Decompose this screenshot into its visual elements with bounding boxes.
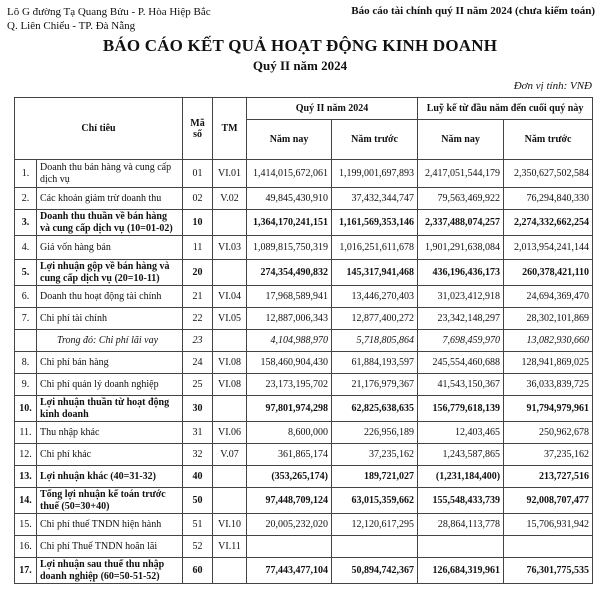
table-row bbox=[15, 352, 593, 374]
quarter-this-year-value: 17,968,589,941 bbox=[247, 286, 332, 308]
table-row bbox=[15, 374, 593, 396]
ytd-last-year-value: 13,082,930,660 bbox=[504, 330, 593, 352]
row-note bbox=[213, 488, 247, 514]
quarter-last-year-value: 1,161,569,353,146 bbox=[332, 210, 418, 236]
row-label: Doanh thu bán hàng và cung cấp dịch vụ bbox=[37, 160, 183, 188]
ytd-last-year-value: 91,794,979,961 bbox=[504, 396, 593, 422]
quarter-last-year-value: 12,120,617,295 bbox=[332, 514, 418, 536]
report-title: BÁO CÁO KẾT QUẢ HOẠT ĐỘNG KINH DOANH bbox=[102, 36, 498, 55]
quarter-last-year-value: 145,317,941,468 bbox=[332, 260, 418, 286]
row-note: V.02 bbox=[213, 188, 247, 210]
row-note bbox=[213, 260, 247, 286]
row-note: VI.08 bbox=[213, 374, 247, 396]
quarter-last-year-value bbox=[332, 536, 418, 558]
quarter-this-year-value: (353,265,174) bbox=[247, 466, 332, 488]
ytd-this-year-value: 436,196,436,173 bbox=[418, 260, 504, 286]
header-ytd-group: Luỹ kế từ đầu năm đến cuối quý này bbox=[418, 98, 593, 120]
row-note bbox=[213, 558, 247, 584]
row-code: 21 bbox=[183, 286, 213, 308]
row-code: 40 bbox=[183, 466, 213, 488]
ytd-last-year-value: 76,301,775,535 bbox=[504, 558, 593, 584]
row-code: 11 bbox=[183, 236, 213, 260]
row-note: VI.06 bbox=[213, 422, 247, 444]
quarter-this-year-value: 361,865,174 bbox=[247, 444, 332, 466]
ytd-this-year-value: 79,563,469,922 bbox=[418, 188, 504, 210]
address-line-1: Lô G đường Tạ Quang Bửu - P. Hòa Hiệp Bắc bbox=[7, 6, 211, 18]
table-row bbox=[15, 396, 593, 422]
ytd-last-year-value: 213,727,516 bbox=[504, 466, 593, 488]
table-row bbox=[15, 514, 593, 536]
row-code: 01 bbox=[183, 160, 213, 188]
row-label: Chi phí khác bbox=[37, 444, 183, 466]
row-code: 50 bbox=[183, 488, 213, 514]
ytd-this-year-value: 2,337,488,074,257 bbox=[418, 210, 504, 236]
row-number: 5. bbox=[15, 260, 37, 286]
quarter-last-year-value: 37,432,344,747 bbox=[332, 188, 418, 210]
ytd-last-year-value: 2,013,954,241,144 bbox=[504, 236, 593, 260]
row-note: VI.11 bbox=[213, 536, 247, 558]
row-label: Chi phí tài chính bbox=[37, 308, 183, 330]
row-label: Tổng lợi nhuận kế toán trước thuế (50=30+40) bbox=[37, 488, 183, 514]
row-number: 6. bbox=[15, 286, 37, 308]
table-row bbox=[15, 422, 593, 444]
table-row bbox=[15, 188, 593, 210]
quarter-this-year-value: 8,600,000 bbox=[247, 422, 332, 444]
header-ma-so: Mã số bbox=[183, 98, 213, 160]
quarter-this-year-value bbox=[247, 536, 332, 558]
table-row bbox=[15, 286, 593, 308]
table-row bbox=[15, 260, 593, 286]
ytd-last-year-value: 76,294,840,330 bbox=[504, 188, 593, 210]
ytd-this-year-value: 7,698,459,970 bbox=[418, 330, 504, 352]
row-note: VI.01 bbox=[213, 160, 247, 188]
row-code: 31 bbox=[183, 422, 213, 444]
row-number: 9. bbox=[15, 374, 37, 396]
row-label: Chi phí bán hàng bbox=[37, 352, 183, 374]
ytd-this-year-value: 12,403,465 bbox=[418, 422, 504, 444]
quarter-this-year-value: 274,354,490,832 bbox=[247, 260, 332, 286]
ytd-this-year-value: 2,417,051,544,179 bbox=[418, 160, 504, 188]
header-quarter-group: Quý II năm 2024 bbox=[247, 98, 418, 120]
quarter-this-year-value: 49,845,430,910 bbox=[247, 188, 332, 210]
quarter-last-year-value: 61,884,193,597 bbox=[332, 352, 418, 374]
header-tm: TM bbox=[213, 98, 247, 160]
table-row bbox=[15, 308, 593, 330]
quarter-last-year-value: 1,016,251,611,678 bbox=[332, 236, 418, 260]
row-note: VI.08 bbox=[213, 352, 247, 374]
row-label: Lợi nhuận sau thuế thu nhập doanh nghiệp (60=50-51-52) bbox=[37, 558, 183, 584]
quarter-last-year-value: 1,199,001,697,893 bbox=[332, 160, 418, 188]
row-number: 11. bbox=[15, 422, 37, 444]
row-note bbox=[213, 466, 247, 488]
quarter-this-year-value: 97,448,709,124 bbox=[247, 488, 332, 514]
table-row bbox=[15, 236, 593, 260]
table-row bbox=[15, 444, 593, 466]
row-code: 51 bbox=[183, 514, 213, 536]
row-number: 4. bbox=[15, 236, 37, 260]
row-number: 17. bbox=[15, 558, 37, 584]
row-note: VI.10 bbox=[213, 514, 247, 536]
ytd-last-year-value: 2,350,627,502,584 bbox=[504, 160, 593, 188]
row-code: 10 bbox=[183, 210, 213, 236]
ytd-this-year-value: 28,864,113,778 bbox=[418, 514, 504, 536]
quarter-this-year-value: 20,005,232,020 bbox=[247, 514, 332, 536]
row-code: 25 bbox=[183, 374, 213, 396]
row-label: Trong đó: Chi phí lãi vay bbox=[37, 330, 183, 352]
row-code: 02 bbox=[183, 188, 213, 210]
quarter-this-year-value: 1,414,015,672,061 bbox=[247, 160, 332, 188]
ytd-last-year-value: 24,694,369,470 bbox=[504, 286, 593, 308]
quarter-this-year-value: 158,460,904,430 bbox=[247, 352, 332, 374]
row-number: 16. bbox=[15, 536, 37, 558]
row-label: Chi phí Thuế TNDN hoãn lãi bbox=[37, 536, 183, 558]
table-row bbox=[15, 210, 593, 236]
ytd-last-year-value: 260,378,421,110 bbox=[504, 260, 593, 286]
row-number: 12. bbox=[15, 444, 37, 466]
row-label: Các khoản giảm trừ doanh thu bbox=[37, 188, 183, 210]
table-header-row-1 bbox=[15, 98, 593, 120]
row-note bbox=[213, 396, 247, 422]
table-row bbox=[15, 558, 593, 584]
row-code: 32 bbox=[183, 444, 213, 466]
header-quarter-this-year: Năm nay bbox=[247, 120, 332, 160]
income-statement-table bbox=[14, 97, 593, 584]
quarter-last-year-value: 62,825,638,635 bbox=[332, 396, 418, 422]
row-note: VI.03 bbox=[213, 236, 247, 260]
quarter-last-year-value: 37,235,162 bbox=[332, 444, 418, 466]
row-note: V.07 bbox=[213, 444, 247, 466]
currency-unit: Đơn vị tính: VNĐ bbox=[513, 80, 592, 92]
quarter-last-year-value: 63,015,359,662 bbox=[332, 488, 418, 514]
table-row bbox=[15, 536, 593, 558]
ytd-last-year-value: 92,008,707,477 bbox=[504, 488, 593, 514]
table-row bbox=[15, 160, 593, 188]
quarter-last-year-value: 12,877,400,272 bbox=[332, 308, 418, 330]
ytd-this-year-value: 155,548,433,739 bbox=[418, 488, 504, 514]
quarter-last-year-value: 226,956,189 bbox=[332, 422, 418, 444]
header-chi-tieu: Chỉ tiêu bbox=[15, 98, 183, 160]
report-subtitle: Quý II năm 2024 bbox=[252, 58, 348, 73]
ytd-this-year-value: 1,901,291,638,084 bbox=[418, 236, 504, 260]
header-ytd-last-year: Năm trước bbox=[504, 120, 593, 160]
row-number: 1. bbox=[15, 160, 37, 188]
header-ytd-this-year: Năm nay bbox=[418, 120, 504, 160]
row-label: Lợi nhuận khác (40=31-32) bbox=[37, 466, 183, 488]
quarter-last-year-value: 21,176,979,367 bbox=[332, 374, 418, 396]
quarter-this-year-value: 1,364,170,241,151 bbox=[247, 210, 332, 236]
row-label: Chi phí thuế TNDN hiện hành bbox=[37, 514, 183, 536]
row-number: 8. bbox=[15, 352, 37, 374]
quarter-this-year-value: 4,104,988,970 bbox=[247, 330, 332, 352]
ytd-this-year-value: 23,342,148,297 bbox=[418, 308, 504, 330]
ytd-last-year-value: 28,302,101,869 bbox=[504, 308, 593, 330]
ytd-this-year-value: (1,231,184,400) bbox=[418, 466, 504, 488]
report-name: Báo cáo tài chính quý II năm 2024 (chưa kiểm toán) bbox=[351, 5, 595, 17]
row-number: 14. bbox=[15, 488, 37, 514]
address-line-2: Q. Liên Chiểu - TP. Đà Nẵng bbox=[7, 20, 136, 32]
ytd-this-year-value: 126,684,319,961 bbox=[418, 558, 504, 584]
row-code: 52 bbox=[183, 536, 213, 558]
ytd-last-year-value: 128,941,869,025 bbox=[504, 352, 593, 374]
row-code: 20 bbox=[183, 260, 213, 286]
row-number bbox=[15, 330, 37, 352]
table-body bbox=[15, 160, 593, 584]
ytd-last-year-value: 36,033,839,725 bbox=[504, 374, 593, 396]
ytd-last-year-value: 250,962,678 bbox=[504, 422, 593, 444]
row-number: 13. bbox=[15, 466, 37, 488]
quarter-last-year-value: 189,721,027 bbox=[332, 466, 418, 488]
row-note bbox=[213, 330, 247, 352]
row-note bbox=[213, 210, 247, 236]
ytd-this-year-value: 1,243,587,865 bbox=[418, 444, 504, 466]
quarter-last-year-value: 13,446,270,403 bbox=[332, 286, 418, 308]
row-label: Thu nhập khác bbox=[37, 422, 183, 444]
row-label: Giá vốn hàng bán bbox=[37, 236, 183, 260]
row-label: Lợi nhuận gộp về bán hàng và cung cấp dịch vụ (20=10-11) bbox=[37, 260, 183, 286]
row-code: 60 bbox=[183, 558, 213, 584]
row-number: 15. bbox=[15, 514, 37, 536]
row-label: Lợi nhuận thuần từ hoạt động kinh doanh bbox=[37, 396, 183, 422]
row-number: 2. bbox=[15, 188, 37, 210]
quarter-last-year-value: 50,894,742,367 bbox=[332, 558, 418, 584]
row-code: 30 bbox=[183, 396, 213, 422]
table-row bbox=[15, 330, 593, 352]
row-code: 22 bbox=[183, 308, 213, 330]
row-note: VI.04 bbox=[213, 286, 247, 308]
ytd-last-year-value: 15,706,931,942 bbox=[504, 514, 593, 536]
ytd-this-year-value: 41,543,150,367 bbox=[418, 374, 504, 396]
ytd-last-year-value: 37,235,162 bbox=[504, 444, 593, 466]
ytd-this-year-value: 31,023,412,918 bbox=[418, 286, 504, 308]
quarter-this-year-value: 77,443,477,104 bbox=[247, 558, 332, 584]
ytd-this-year-value bbox=[418, 536, 504, 558]
row-note: VI.05 bbox=[213, 308, 247, 330]
row-number: 7. bbox=[15, 308, 37, 330]
row-label: Doanh thu thuần về bán hàng và cung cấp dịch vụ (10=01-02) bbox=[37, 210, 183, 236]
quarter-this-year-value: 12,887,006,343 bbox=[247, 308, 332, 330]
ytd-this-year-value: 156,779,618,139 bbox=[418, 396, 504, 422]
company-address bbox=[7, 5, 211, 33]
quarter-this-year-value: 97,801,974,298 bbox=[247, 396, 332, 422]
quarter-last-year-value: 5,718,805,864 bbox=[332, 330, 418, 352]
row-code: 23 bbox=[183, 330, 213, 352]
row-number: 10. bbox=[15, 396, 37, 422]
ytd-last-year-value: 2,274,332,662,254 bbox=[504, 210, 593, 236]
ytd-last-year-value bbox=[504, 536, 593, 558]
row-label: Chi phí quản lý doanh nghiệp bbox=[37, 374, 183, 396]
header-quarter-last-year: Năm trước bbox=[332, 120, 418, 160]
table-row bbox=[15, 466, 593, 488]
ytd-this-year-value: 245,554,460,688 bbox=[418, 352, 504, 374]
table-row bbox=[15, 488, 593, 514]
row-number: 3. bbox=[15, 210, 37, 236]
quarter-this-year-value: 1,089,815,750,319 bbox=[247, 236, 332, 260]
quarter-this-year-value: 23,173,195,702 bbox=[247, 374, 332, 396]
row-code: 24 bbox=[183, 352, 213, 374]
row-label: Doanh thu hoạt động tài chính bbox=[37, 286, 183, 308]
